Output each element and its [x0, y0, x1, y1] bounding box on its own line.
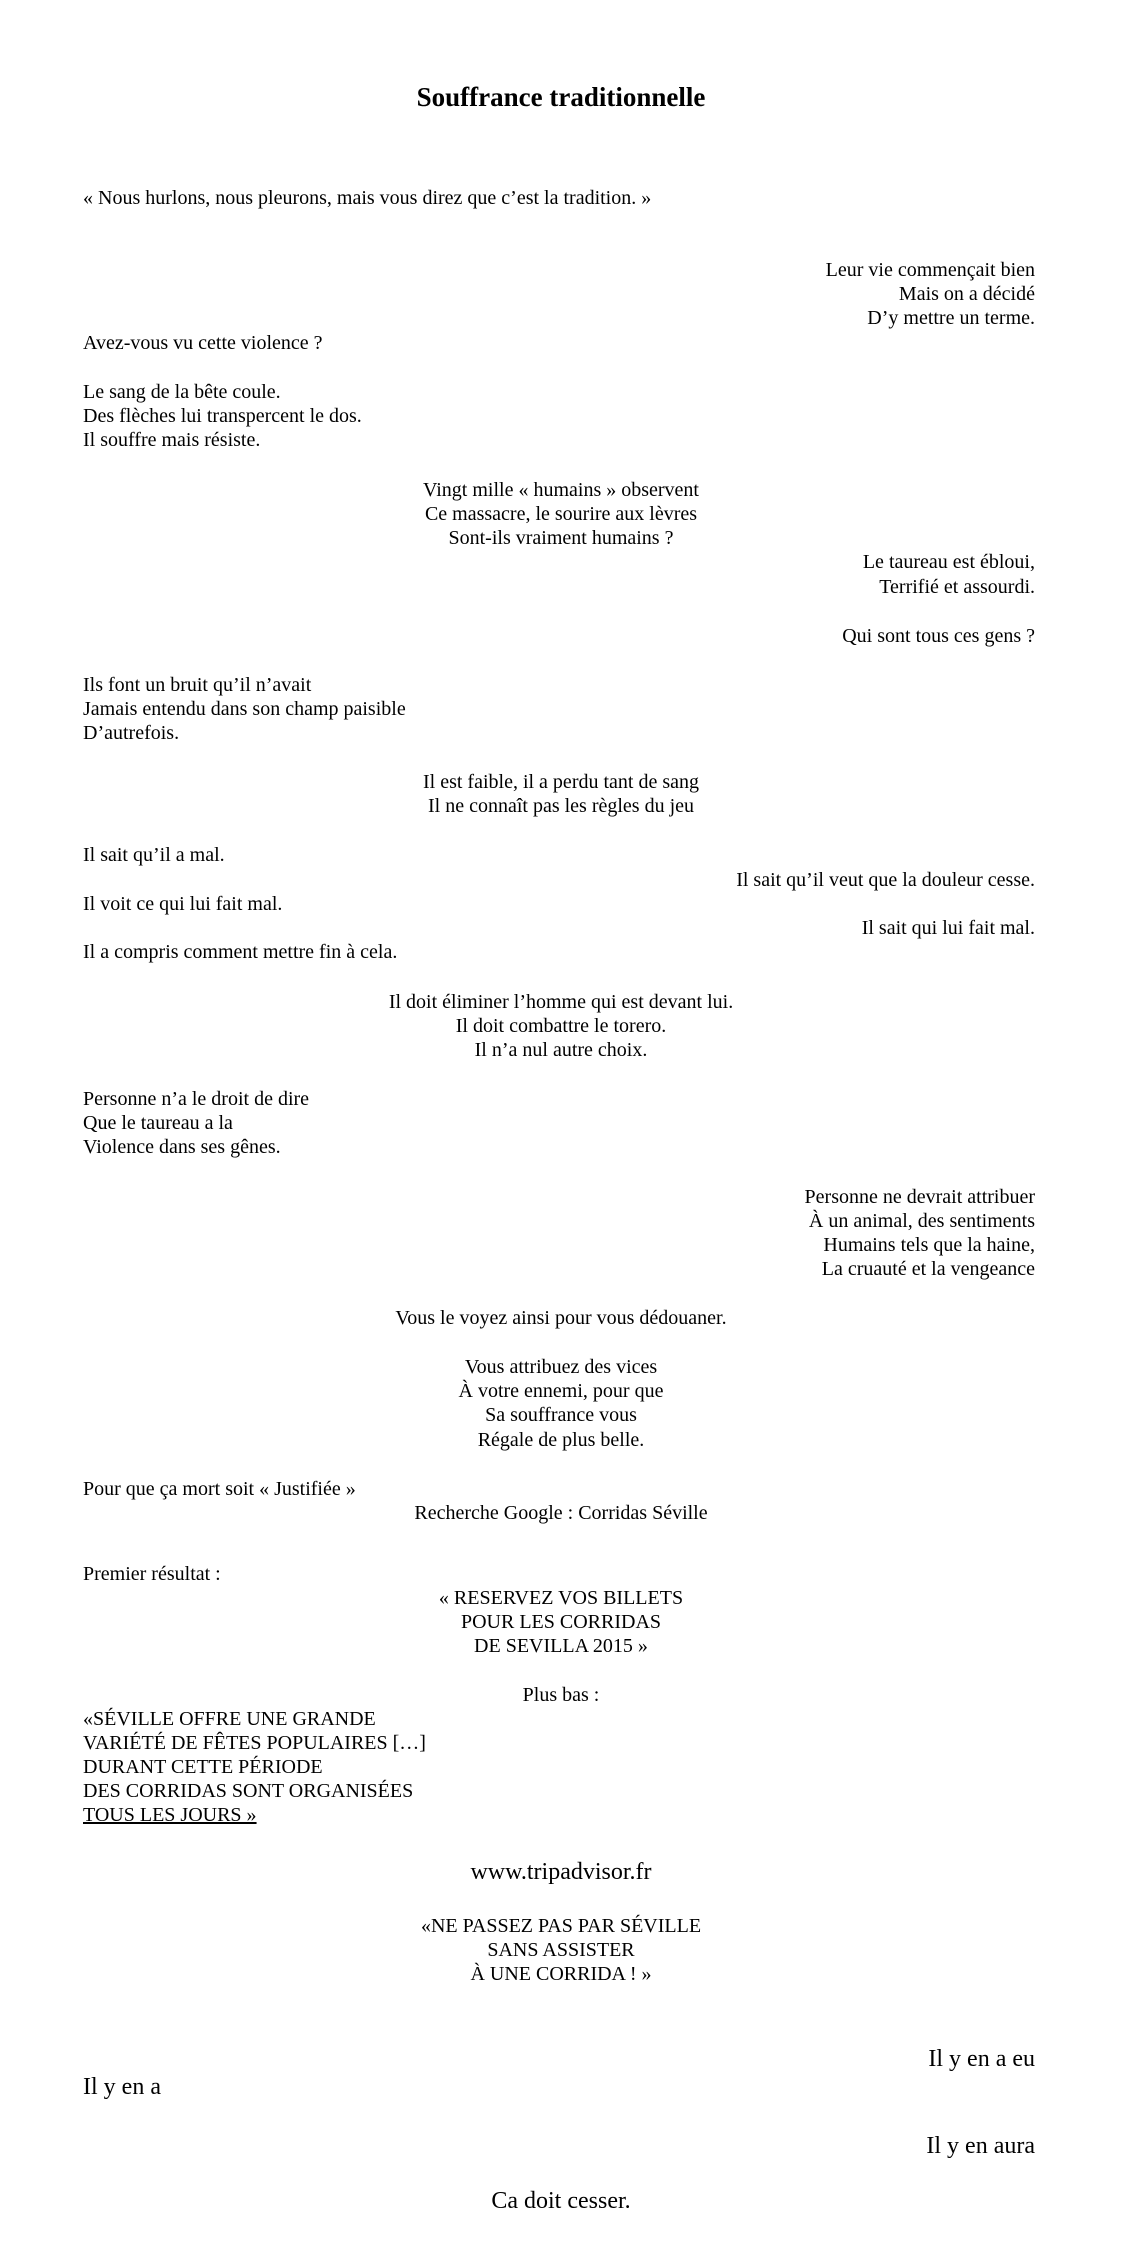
poem-line: Des flèches lui transpercent le dos.: [83, 405, 362, 427]
poem-line: Plus bas :: [522, 1684, 600, 1706]
poem-line: D’autrefois.: [83, 722, 180, 744]
poem-line: Vous le voyez ainsi pour vous dédouaner.: [395, 1307, 727, 1329]
quote-line-underlined: TOUS LES JOURS »: [83, 1804, 257, 1826]
quote-line: SANS ASSISTER: [487, 1939, 635, 1961]
ending-line: Il y en a: [83, 2074, 161, 2100]
poem-line: Régale de plus belle.: [477, 1429, 645, 1451]
poem-line: Leur vie commençait bien: [825, 259, 1035, 281]
poem-line: À un animal, des sentiments: [808, 1210, 1035, 1232]
poem-line: Terrifié et assourdi.: [879, 576, 1035, 598]
poem-line: Il n’a nul autre choix.: [474, 1039, 648, 1061]
poem-line: Qui sont tous ces gens ?: [842, 625, 1035, 647]
quote-line: DES CORRIDAS SONT ORGANISÉES: [83, 1780, 414, 1802]
ending-line: Ca doit cesser.: [491, 2188, 631, 2214]
poem-line: Il ne connaît pas les règles du jeu: [427, 795, 695, 817]
poem-line: D’y mettre un terme.: [867, 307, 1035, 329]
quote-line: «SÉVILLE OFFRE UNE GRANDE: [83, 1708, 376, 1730]
poem-line: Pour que ça mort soit « Justifiée »: [83, 1478, 356, 1500]
poem-line: Que le taureau a la: [83, 1112, 233, 1134]
poem-line: Vingt mille « humains » observent: [423, 479, 699, 501]
poem-line: Violence dans ses gênes.: [83, 1136, 281, 1158]
poem-line: Il doit combattre le torero.: [455, 1015, 667, 1037]
poem-line: Ce massacre, le sourire aux lèvres: [424, 503, 698, 525]
poem-line: Personne ne devrait attribuer: [804, 1186, 1035, 1208]
quote-line: DE SEVILLA 2015 »: [474, 1635, 648, 1657]
poem-line: Il voit ce qui lui fait mal.: [83, 893, 283, 915]
poem-line: À votre ennemi, pour que: [458, 1380, 664, 1402]
poem-line: Mais on a décidé: [898, 283, 1035, 305]
website-reference: www.tripadvisor.fr: [470, 1859, 652, 1885]
poem-line: Premier résultat :: [83, 1563, 221, 1585]
poem-line: Recherche Google : Corridas Séville: [414, 1502, 708, 1524]
quote-line: VARIÉTÉ DE FÊTES POPULAIRES […]: [83, 1732, 426, 1754]
poem-line: Il a compris comment mettre fin à cela.: [83, 941, 398, 963]
poem-line: Sont-ils vraiment humains ?: [448, 527, 674, 549]
poem-line: Jamais entendu dans son champ paisible: [83, 698, 406, 720]
poem-line: Humains tels que la haine,: [823, 1234, 1035, 1256]
ending-line: Il y en aura: [926, 2133, 1035, 2159]
poem-line: Personne n’a le droit de dire: [83, 1088, 310, 1110]
poem-line: Il est faible, il a perdu tant de sang: [422, 771, 699, 793]
poem-line: Il sait qu’il veut que la douleur cesse.: [736, 869, 1035, 891]
poem-line: La cruauté et la vengeance: [821, 1258, 1035, 1280]
poem-line: Il sait qui lui fait mal.: [861, 917, 1035, 939]
poem-line: Le taureau est ébloui,: [862, 551, 1035, 573]
poem-line: Il doit éliminer l’homme qui est devant lui.: [388, 991, 734, 1013]
quote-line: POUR LES CORRIDAS: [460, 1611, 662, 1633]
epigraph: « Nous hurlons, nous pleurons, mais vous direz que c’est la tradition. »: [83, 187, 652, 209]
quote-line: «NE PASSEZ PAS PAR SÉVILLE: [420, 1915, 702, 1937]
poem-line: Sa souffrance vous: [485, 1404, 637, 1426]
poem-line: Il sait qu’il a mal.: [83, 844, 225, 866]
poem-line: Vous attribuez des vices: [464, 1356, 658, 1378]
poem-line: Il souffre mais résiste.: [83, 429, 261, 451]
quote-line: DURANT CETTE PÉRIODE: [83, 1756, 323, 1778]
quote-line: « RESERVEZ VOS BILLETS: [438, 1587, 684, 1609]
poem-line: Le sang de la bête coule.: [83, 381, 281, 403]
poem-line: Avez-vous vu cette violence ?: [83, 332, 323, 354]
ending-line: Il y en a eu: [928, 2046, 1035, 2072]
poem-title: Souffrance traditionnelle: [416, 82, 706, 112]
poem-line: Ils font un bruit qu’il n’avait: [83, 674, 312, 696]
quote-line: À UNE CORRIDA ! »: [470, 1963, 652, 1985]
